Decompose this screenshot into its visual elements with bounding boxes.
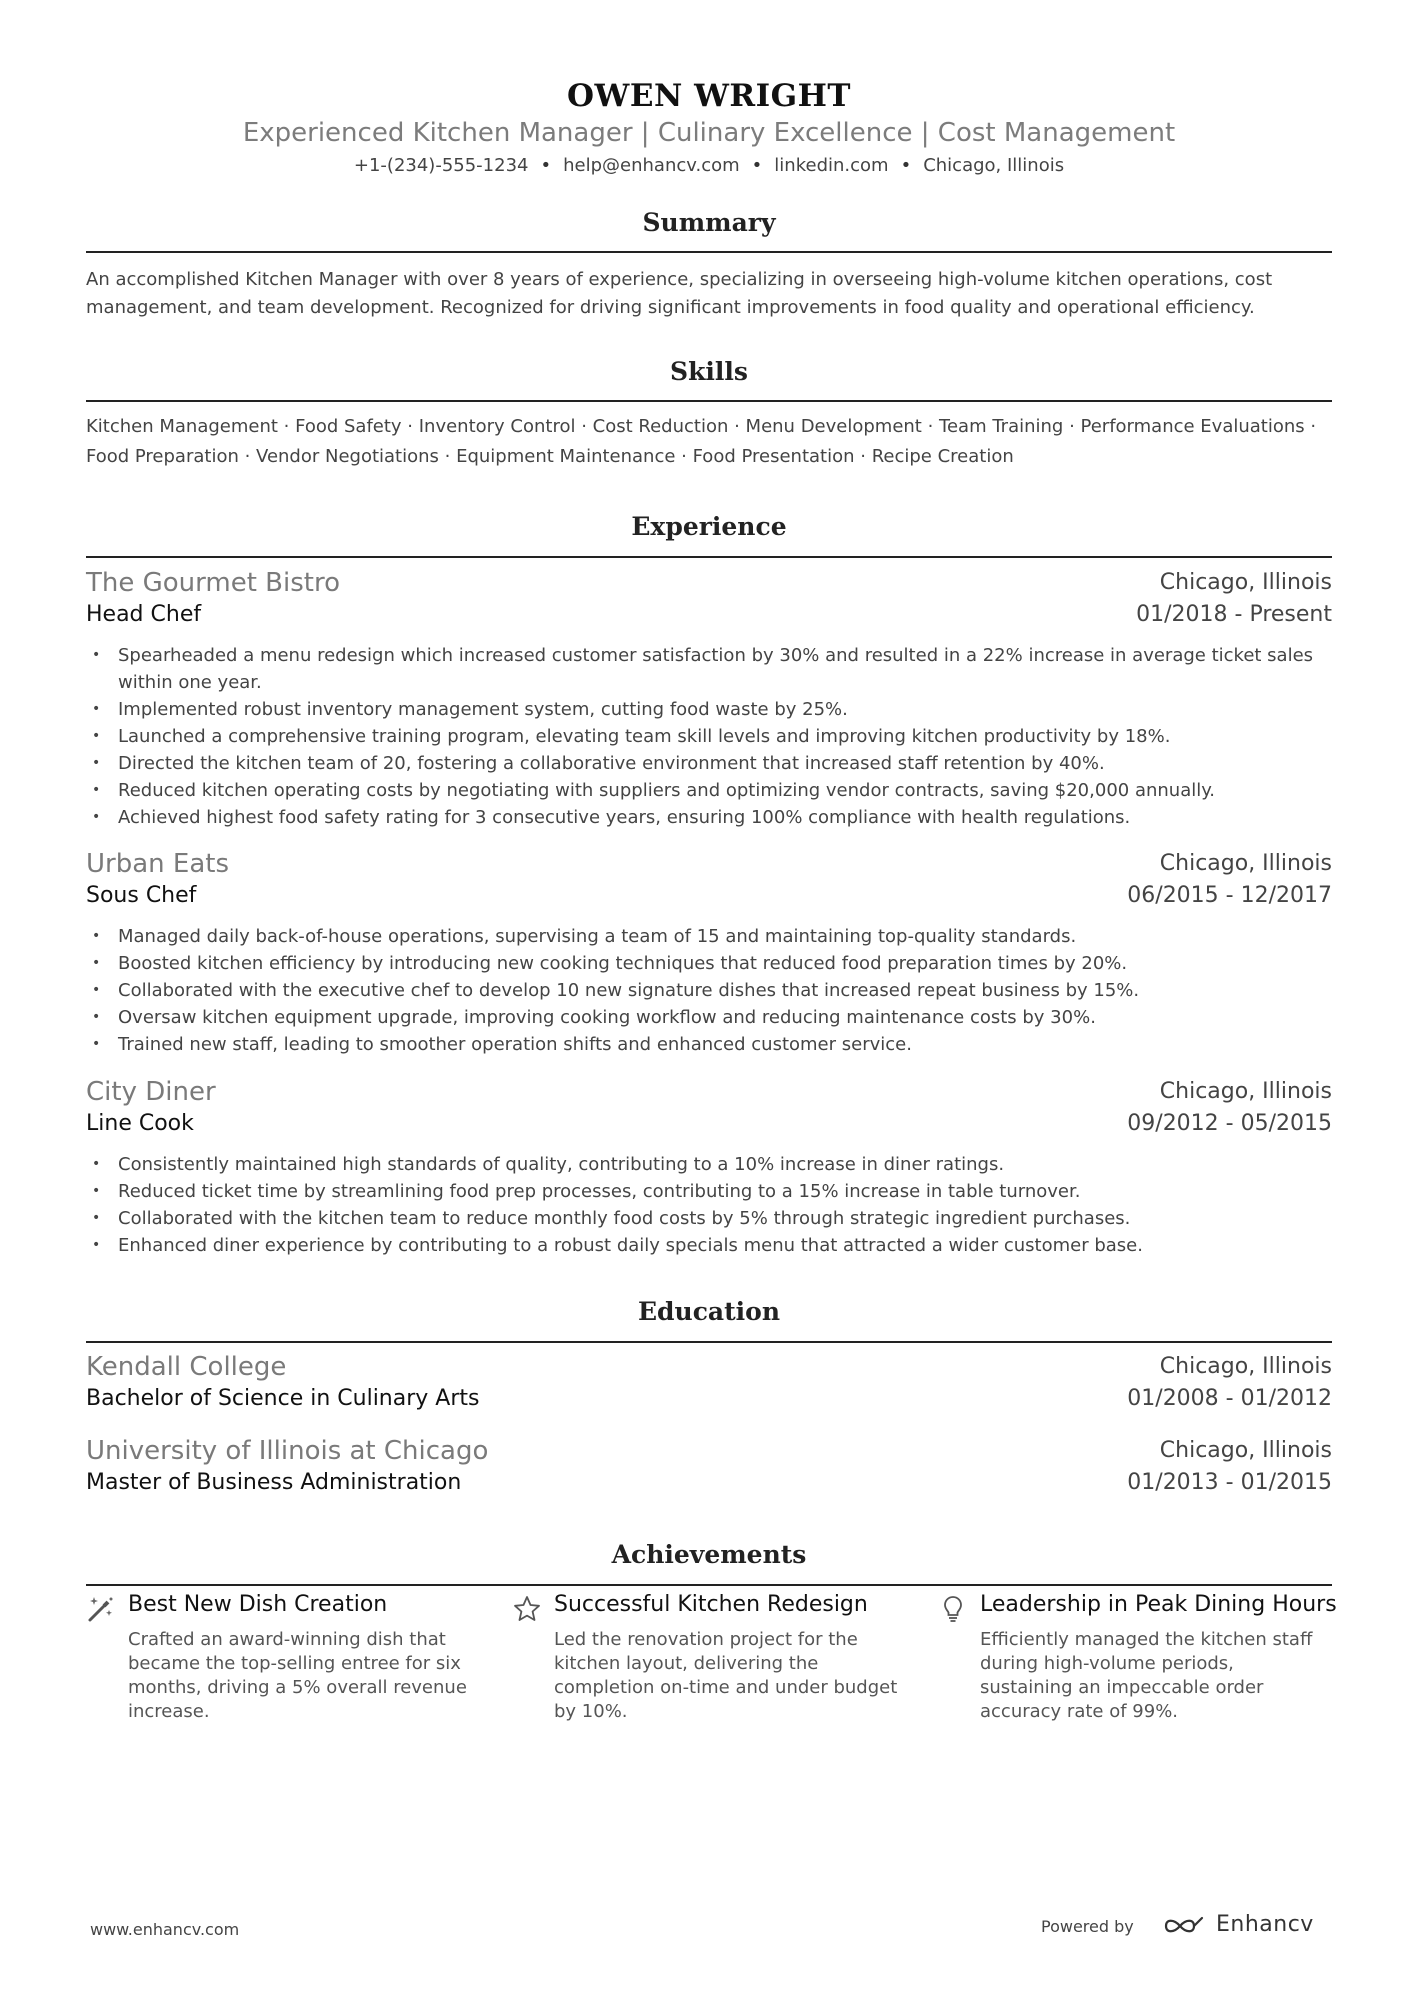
skills-list [86,412,1332,472]
list-item: • Oversaw kitchen equipment upgrade, improving cooking workflow and reducing maintenance costs by 30%. [86,1004,1332,1031]
infinity-logo-icon [1160,1906,1210,1946]
education-entry [86,1436,1332,1504]
job-location: Chicago, Illinois [1159,570,1332,595]
achievement-description: Crafted an award-winning dish that became the top-selling entree for six months, driving a 5% overall revenue increase. [128,1629,467,1722]
section-divider [86,1584,1332,1586]
school-dates: 01/2013 - 01/2015 [1127,1470,1332,1495]
job-dates: 01/2018 - Present [1136,602,1332,627]
experience-entry [86,849,1332,1058]
school-name: University of Illinois at Chicago [86,1436,489,1466]
experience-entry [86,568,1332,831]
job-bullets [86,1151,1332,1259]
company-name: The Gourmet Bistro [86,568,340,598]
degree-name: Bachelor of Science in Culinary Arts [86,1386,480,1411]
section-divider [86,1341,1332,1343]
email-text: help@enhancv.com [563,155,740,176]
list-item: • Directed the kitchen team of 20, fostering a collaborative environment that increased staff retention by 40%. [86,750,1332,777]
education-entry [86,1352,1332,1420]
footer-site-link[interactable]: www.enhancv.com [90,1920,240,1939]
job-dates: 06/2015 - 12/2017 [1127,883,1332,908]
section-divider [86,251,1332,253]
job-dates: 09/2012 - 05/2015 [1127,1111,1332,1136]
job-role: Head Chef [86,602,202,627]
headline-tagline: Experienced Kitchen Manager | Culinary Excellence | Cost Management [242,118,1176,148]
brand-wordmark: Enhancv [1216,1912,1314,1937]
achievement-description: Efficiently managed the kitchen staff during high-volume periods, sustaining an impeccable order accuracy rate of 99%. [980,1629,1313,1722]
list-item: • Consistently maintained high standards of quality, contributing to a 10% increase in diner ratings. [86,1151,1332,1178]
job-role: Sous Chef [86,883,197,908]
list-item: • Launched a comprehensive training program, elevating team skill levels and improving kitchen productivity by 18%. [86,723,1332,750]
list-item: • Reduced kitchen operating costs by negotiating with suppliers and optimizing vendor contracts, saving $20,000 annually. [86,777,1332,804]
achievement-description: Led the renovation project for the kitchen layout, delivering the completion on-time and under budget by 10%. [554,1629,898,1722]
location-text: Chicago, Illinois [923,155,1065,176]
achievement-title: Successful Kitchen Redesign [554,1592,868,1617]
magic-wand-icon [86,1594,116,1624]
school-location: Chicago, Illinois [1159,1438,1332,1463]
list-item: • Collaborated with the executive chef to develop 10 new signature dishes that increased repeat business by 15%. [86,977,1332,1004]
job-location: Chicago, Illinois [1159,851,1332,876]
list-item: • Spearheaded a menu redesign which increased customer satisfaction by 30% and resulted in a 22% increase in average ticket sales within one year. [86,642,1332,696]
list-item: • Reduced ticket time by streamlining food prep processes, contributing to a 15% increase in table turnover. [86,1178,1332,1205]
list-item: • Collaborated with the kitchen team to reduce monthly food costs by 5% through strategic ingredient purchases. [86,1205,1332,1232]
list-item: • Implemented robust inventory management system, cutting food waste by 25%. [86,696,1332,723]
contact-line: +1-(234)-555-1234 • help@enhancv.com • linkedin.com • Chicago, Illinois [353,155,1065,176]
list-item: • Enhanced diner experience by contributing to a robust daily specials menu that attracted a wider customer base. [86,1232,1332,1259]
list-item: • Boosted kitchen efficiency by introducing new cooking techniques that reduced food preparation times by 20%. [86,950,1332,977]
school-dates: 01/2008 - 01/2012 [1127,1386,1332,1411]
job-location: Chicago, Illinois [1159,1079,1332,1104]
section-title-skills: Skills [670,357,748,386]
job-bullets [86,642,1332,831]
enhancv-logo[interactable] [1160,1906,1320,1946]
footer-powered-by: Powered by [1041,1917,1134,1936]
school-name: Kendall College [86,1352,287,1382]
summary-text: An accomplished Kitchen Manager with over 8 years of experience, specializing in overseeing high-volume kitchen operations, cost management, and team development. Recognized for driving significant improvements in food quality and operational efficiency. [86,269,1273,318]
company-name: City Diner [86,1077,216,1107]
job-role: Line Cook [86,1111,194,1136]
degree-name: Master of Business Administration [86,1470,462,1495]
skills-line: Kitchen Management · Food Safety · Inventory Control · Cost Reduction · Menu Development · Team Training · Performance Evaluations · [86,416,1317,437]
section-title-achievements: Achievements [611,1540,807,1569]
list-item: • Achieved highest food safety rating for 3 consecutive years, ensuring 100% compliance with health regulations. [86,804,1332,831]
achievement-title: Leadership in Peak Dining Hours [980,1592,1337,1617]
star-icon [512,1594,542,1624]
list-item: • Trained new staff, leading to smoother operation shifts and enhanced customer service. [86,1031,1332,1058]
company-name: Urban Eats [86,849,229,879]
experience-entry [86,1077,1332,1259]
linkedin-text: linkedin.com [774,155,889,176]
phone-text: +1-(234)-555-1234 [353,155,529,176]
section-title-summary: Summary [642,208,776,237]
lightbulb-icon [938,1594,968,1624]
section-title-experience: Experience [631,512,787,541]
skills-line: Food Preparation · Vendor Negotiations · Equipment Maintenance · Food Presentation · Recipe Creation [86,446,1014,467]
section-divider [86,400,1332,402]
list-item: • Managed daily back-of-house operations, supervising a team of 15 and maintaining top-quality standards. [86,923,1332,950]
section-divider [86,556,1332,558]
candidate-name: OWEN WRIGHT [567,78,851,114]
job-bullets [86,923,1332,1058]
school-location: Chicago, Illinois [1159,1354,1332,1379]
achievement-title: Best New Dish Creation [128,1592,388,1617]
section-title-education: Education [637,1297,781,1326]
